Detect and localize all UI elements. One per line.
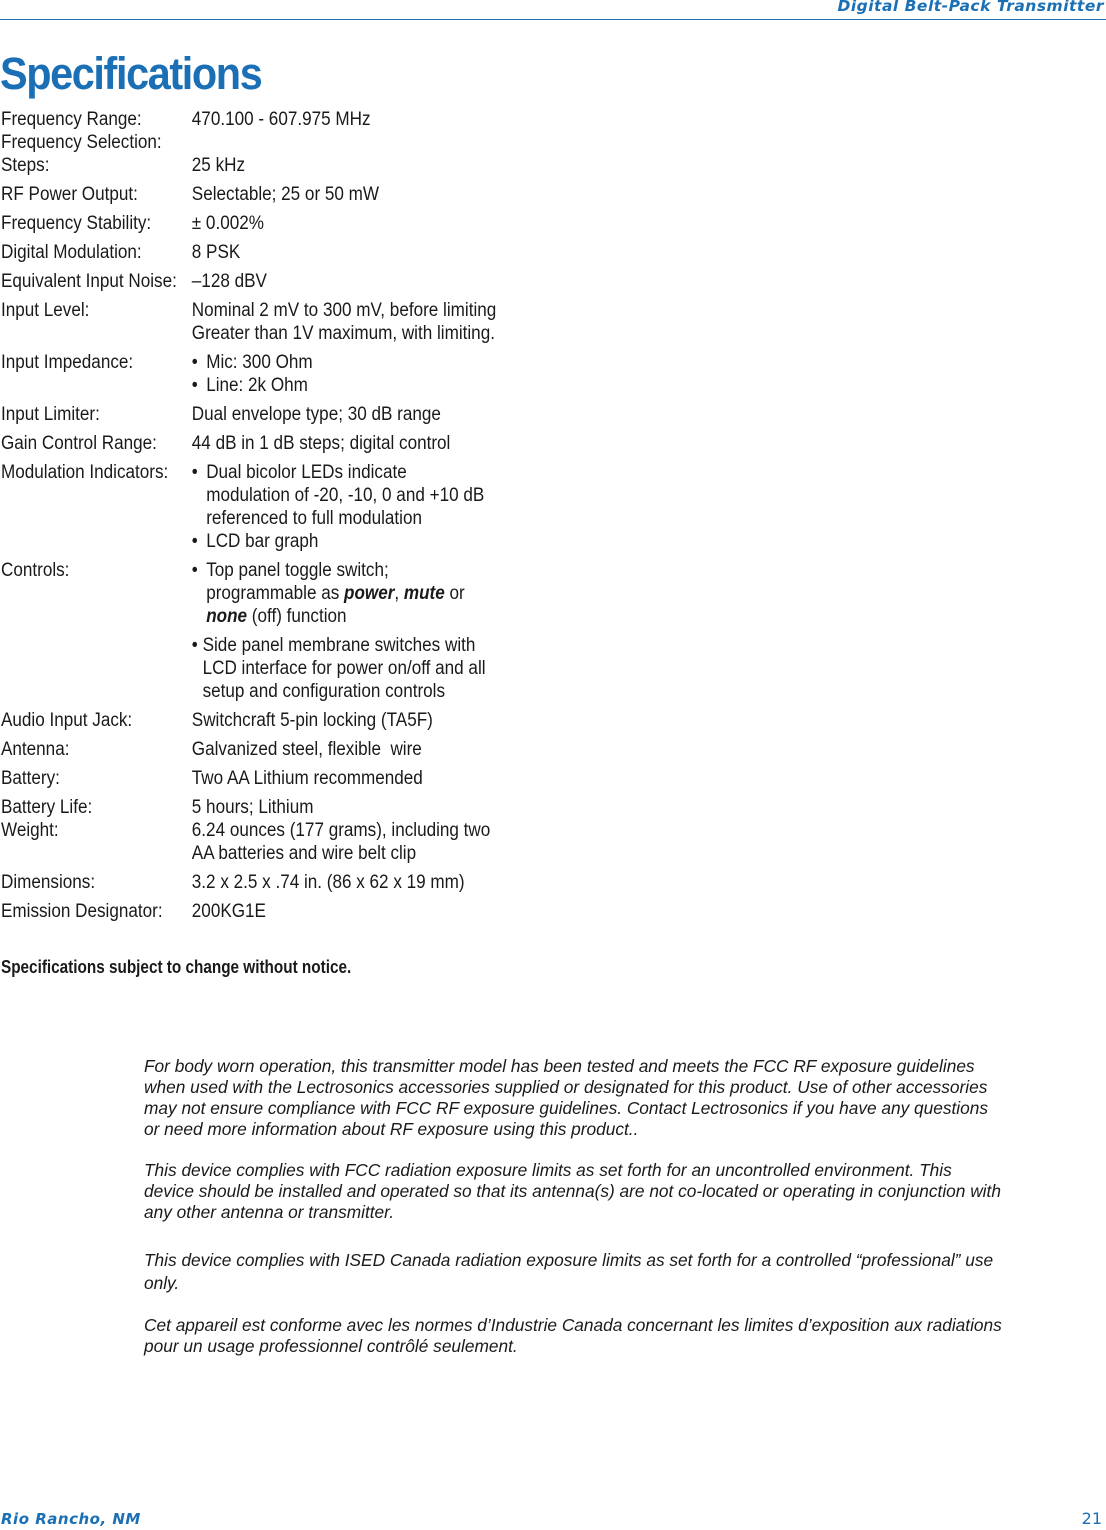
spec-rf-power <box>1 183 505 206</box>
spec-frequency-stability <box>1 212 505 235</box>
spec-label: Gain Control Range: <box>1 433 157 454</box>
spec-label: Equivalent Input Noise: <box>1 271 177 292</box>
bullet-mark: • <box>191 352 198 373</box>
bullet-text: Side panel membrane switches with LCD interface for power on/off and all setup and configuration controls <box>202 635 486 702</box>
spec-label: Digital Modulation: <box>1 242 142 263</box>
spec-input-limiter <box>1 403 505 426</box>
controls-none: none <box>206 606 248 627</box>
fcc-body-worn-statement: For body worn operation, this transmitter model has been tested and meets the FCC RF exposure guidelines when used with the Lectrosonics accessories supplied or designated for this product. Use of other accessories may not ensure compliance with FCC RF exposure guidelines. Contact Lectrosonics if you have any questions or need more information about RF exposure using this product.. <box>144 1056 989 1139</box>
specs-table <box>1 108 505 929</box>
bullet-item <box>192 634 494 703</box>
spec-label: Steps: <box>1 155 50 176</box>
spec-audio-jack <box>1 709 505 732</box>
controls-text: or <box>444 583 465 604</box>
bullet-mark: • <box>191 560 198 581</box>
bullet-mark: • <box>191 462 198 483</box>
spec-label: Modulation Indicators: <box>1 462 169 483</box>
spec-digital-modulation <box>1 241 505 264</box>
controls-power: power <box>344 583 395 604</box>
spec-label: Emission Designator: <box>1 901 163 922</box>
spec-value: –128 dBV <box>191 271 267 292</box>
spec-weight <box>1 819 505 865</box>
footer-location: Rio Rancho, NM <box>1 1510 141 1528</box>
bullet-text: Mic: 300 Ohm <box>206 352 313 373</box>
controls-text: , <box>394 583 404 604</box>
spec-battery-life <box>1 796 505 819</box>
spec-label: Weight: <box>1 820 59 841</box>
page-title: Specifications <box>0 48 262 99</box>
spec-steps <box>1 154 505 177</box>
spec-value: 8 PSK <box>191 242 241 263</box>
spec-label: Frequency Range: <box>1 109 142 130</box>
bullet-item <box>192 461 494 530</box>
spec-label: Input Impedance: <box>1 352 134 373</box>
spec-label: Dimensions: <box>1 872 96 893</box>
spec-label: Frequency Stability: <box>1 213 152 234</box>
spec-value: 5 hours; Lithium <box>191 797 314 818</box>
spec-value-line: Nominal 2 mV to 300 mV, before limiting <box>191 300 497 321</box>
spec-battery <box>1 767 505 790</box>
spec-label: Input Limiter: <box>1 404 100 425</box>
spec-input-impedance <box>1 351 505 397</box>
compliance-statements <box>144 1056 1004 1377</box>
spec-value: 25 kHz <box>191 155 246 176</box>
spec-gain-control <box>1 432 505 455</box>
controls-text: Top panel toggle switch; programmable as <box>206 560 389 604</box>
spec-input-level <box>1 299 505 345</box>
spec-modulation-indicators <box>1 461 505 553</box>
bullet-item <box>192 530 494 553</box>
spec-value: Dual envelope type; 30 dB range <box>191 404 441 425</box>
spec-label: RF Power Output: <box>1 184 138 205</box>
spec-value-line: Greater than 1V maximum, with limiting. <box>191 323 495 344</box>
spec-label: Antenna: <box>1 739 70 760</box>
change-notice: Specifications subject to change without notice. <box>1 957 352 977</box>
spec-input-noise <box>1 270 505 293</box>
bullet-item <box>192 559 494 628</box>
spec-controls <box>1 559 505 703</box>
controls-mute: mute <box>403 583 445 604</box>
bullet-item <box>192 374 505 397</box>
spec-label: Frequency Selection: <box>1 132 162 153</box>
bullet-mark: • <box>191 635 198 656</box>
spec-frequency-selection <box>1 131 505 154</box>
spec-value: ± 0.002% <box>191 213 264 234</box>
spec-value: Two AA Lithium recommended <box>191 768 423 789</box>
bullet-text: Line: 2k Ohm <box>206 375 308 396</box>
bullet-mark: • <box>191 375 198 396</box>
header-rule <box>0 19 1106 20</box>
spec-value: Switchcraft 5-pin locking (TA5F) <box>191 710 433 731</box>
bullet-mark: • <box>191 531 198 552</box>
spec-dimensions <box>1 871 505 894</box>
spec-emission <box>1 900 505 923</box>
spec-frequency-range <box>1 108 505 131</box>
ised-french-statement: Cet appareil est conforme avec les normes d’Industrie Canada concernant les limites d’exposition aux radiations pour un usage professionnel contrôlé seulement. <box>144 1315 1002 1356</box>
bullet-text: Dual bicolor LEDs indicate modulation of -20, -10, 0 and +10 dB referenced to full modulation <box>206 462 485 529</box>
spec-label: Battery Life: <box>1 797 93 818</box>
bullet-item <box>192 351 505 374</box>
ised-statement: This device complies with ISED Canada radiation exposure limits as set forth for a controlled “professional” use only. <box>144 1250 994 1293</box>
spec-value: 200KG1E <box>191 901 266 922</box>
spec-value: 6.24 ounces (177 grams), including two AA batteries and wire belt clip <box>191 820 491 864</box>
spec-value: Galvanized steel, flexible wire <box>191 739 422 760</box>
spec-value: Selectable; 25 or 50 mW <box>191 184 380 205</box>
spec-value: 3.2 x 2.5 x .74 in. (86 x 62 x 19 mm) <box>191 872 465 893</box>
spec-value: 470.100 - 607.975 MHz <box>191 109 371 130</box>
bullet-text: LCD bar graph <box>206 531 319 552</box>
spec-label: Controls: <box>1 560 70 581</box>
page-number: 21 <box>1081 1509 1102 1528</box>
spec-value: 44 dB in 1 dB steps; digital control <box>191 433 451 454</box>
header-title: Digital Belt-Pack Transmitter <box>837 0 1104 15</box>
controls-text: (off) function <box>247 606 347 627</box>
spec-label: Battery: <box>1 768 60 789</box>
bullet-text <box>206 559 493 628</box>
fcc-exposure-statement: This device complies with FCC radiation exposure limits as set forth for an uncontrolled environment. This device should be installed and operated so that its antenna(s) are not co-located or operating in conjunction with any other antenna or transmitter. <box>144 1160 1001 1222</box>
spec-antenna <box>1 738 505 761</box>
spec-label: Audio Input Jack: <box>1 710 133 731</box>
spec-label: Input Level: <box>1 300 90 321</box>
